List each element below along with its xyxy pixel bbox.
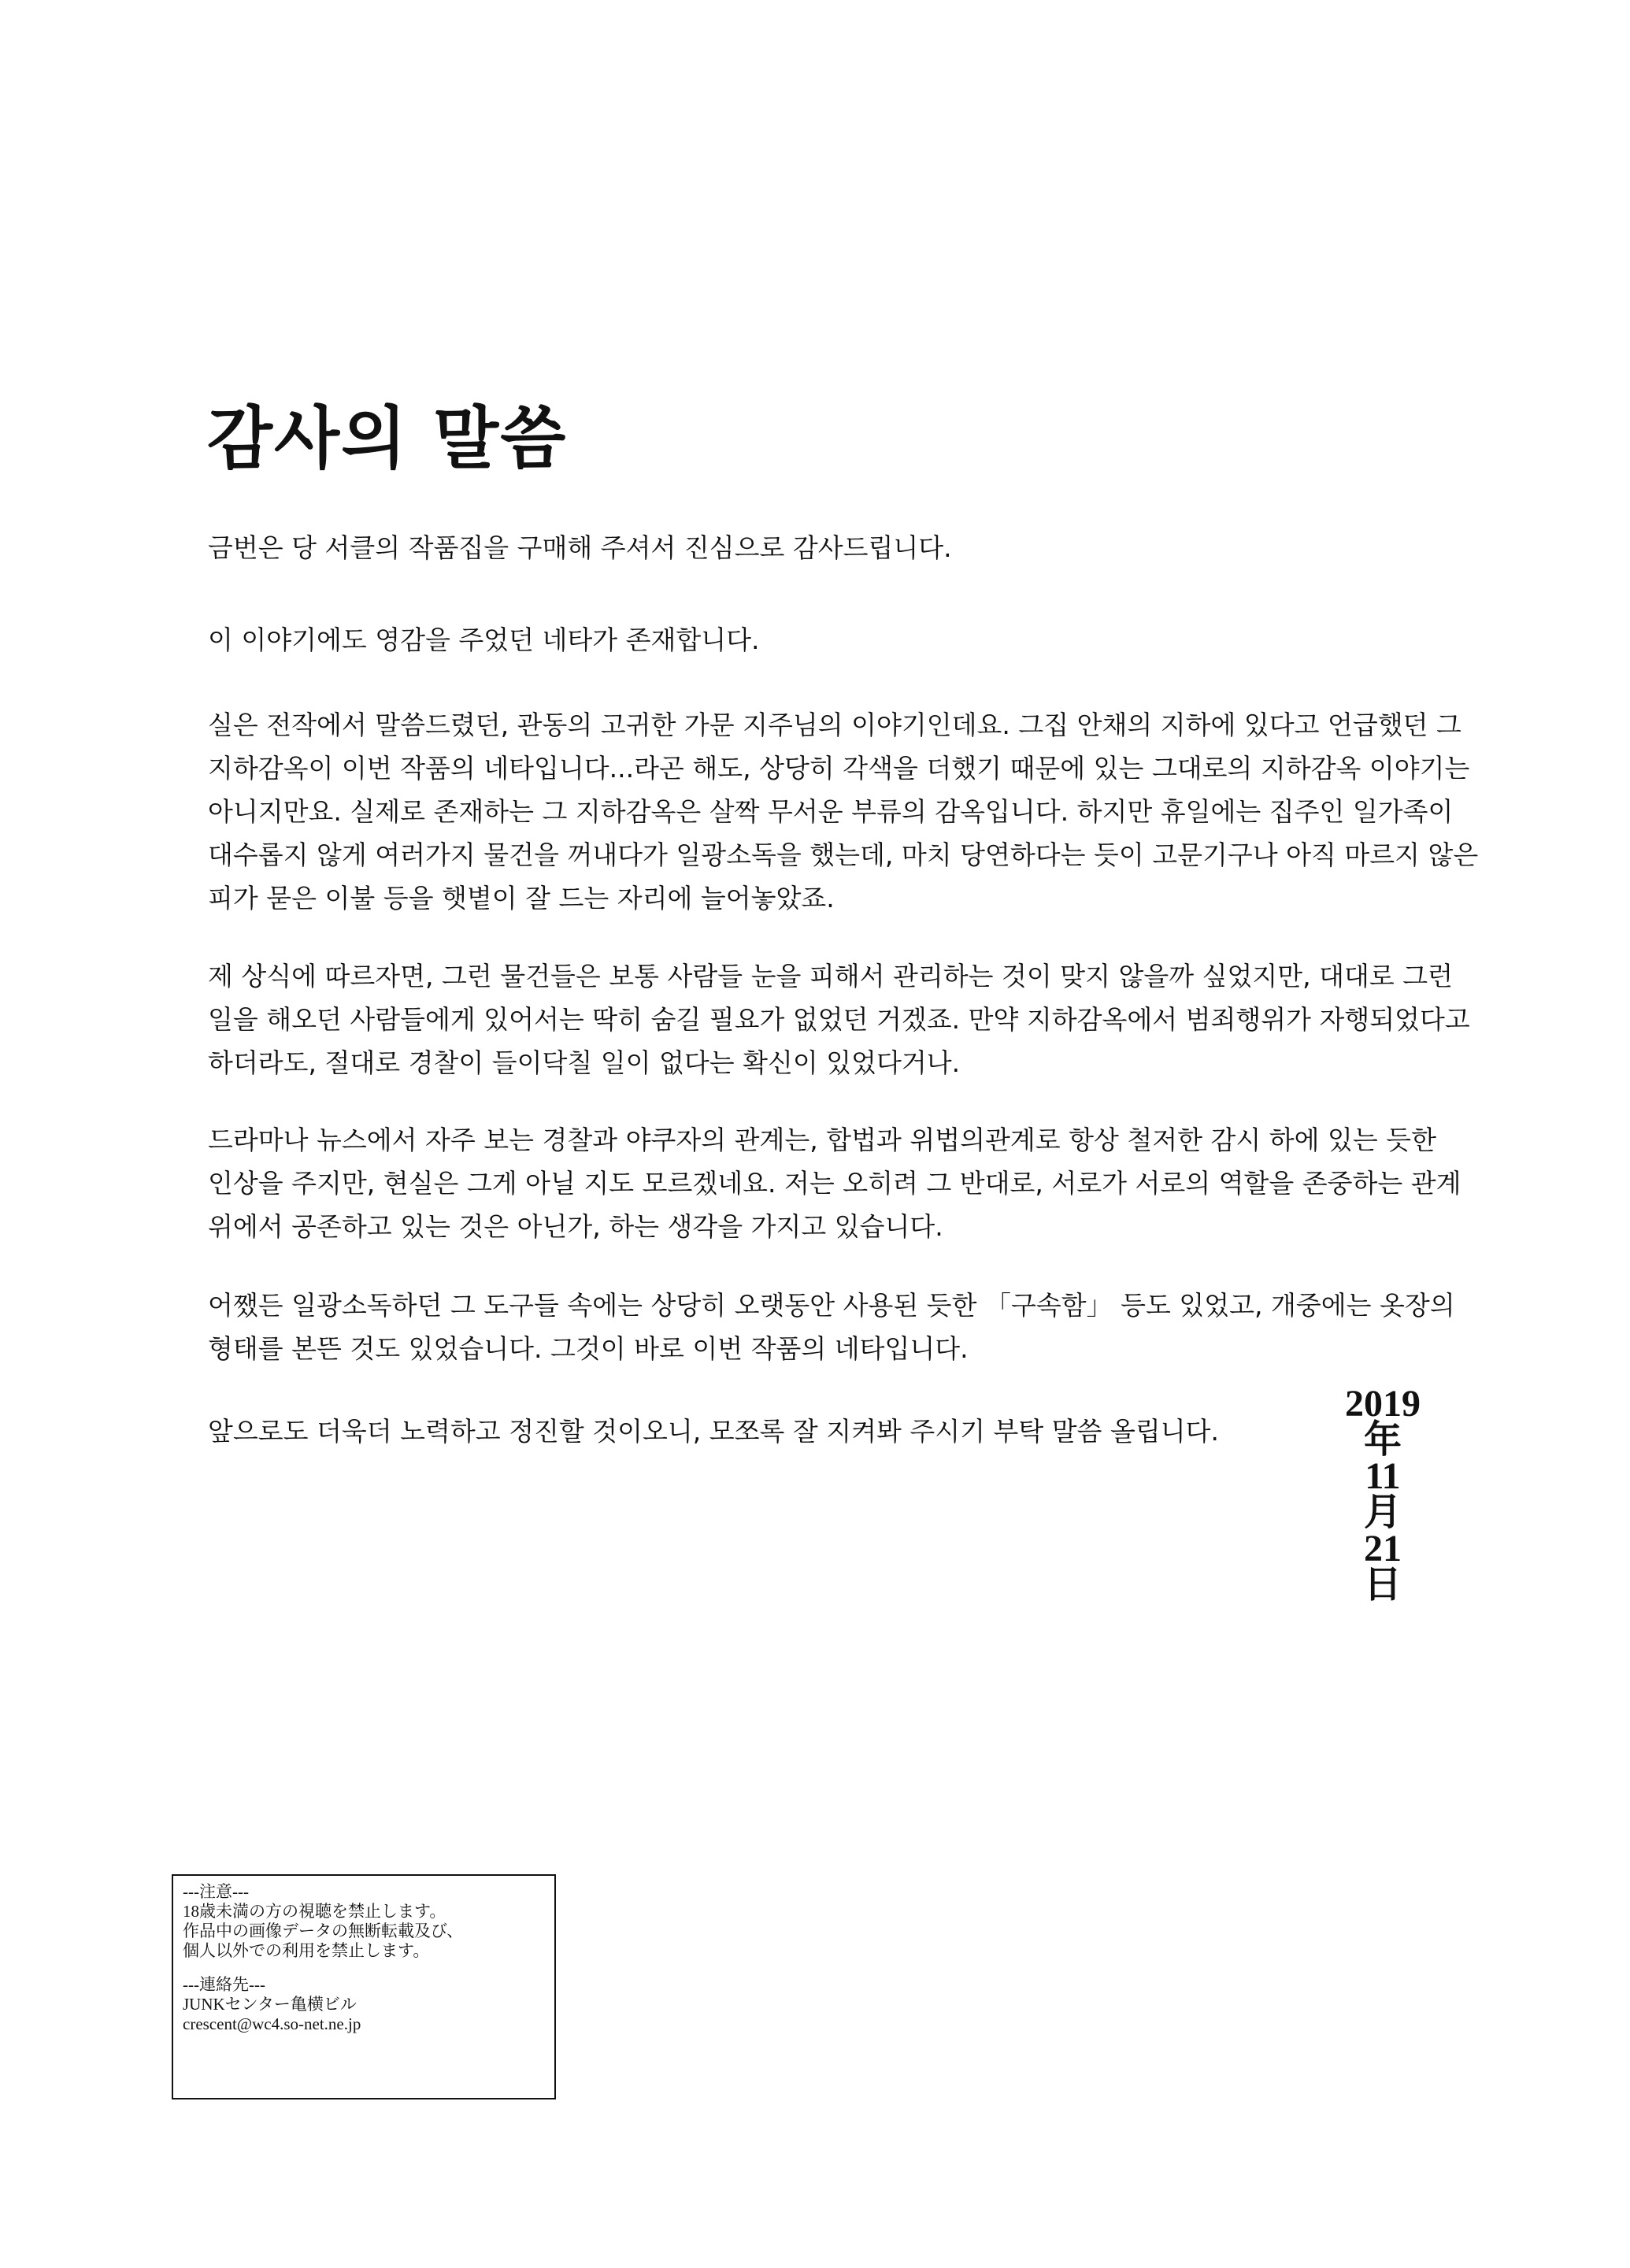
notice-heading: ---注意--- — [183, 1882, 249, 1901]
date-month-char: 月 — [1363, 1492, 1402, 1533]
paragraph-line: 대수롭지 않게 여러가지 물건을 꺼내다가 일광소독을 했는데, 마치 당연하다는 듯이 고문기구나 아직 마르지 않은 — [208, 839, 1479, 870]
date-vertical — [1320, 1383, 1446, 1606]
paragraph-line: 앞으로도 더욱더 노력하고 정진할 것이오니, 모쪼록 잘 지켜봐 주시기 부탁 말씀 올립니다. — [208, 1416, 1219, 1447]
notice-box — [172, 1874, 556, 2099]
notice-line: 個人以外での利用を禁止します。 — [183, 1941, 430, 1960]
contact-name: JUNKセンター亀横ビル — [183, 1995, 357, 2014]
contact-email: crescent@wc4.so-net.ne.jp — [183, 2014, 361, 2033]
paragraph-line: 드라마나 뉴스에서 자주 보는 경찰과 야쿠자의 관계는, 합법과 위법의관계로 항상 철저한 감시 하에 있는 듯한 — [208, 1125, 1436, 1155]
paragraph-inspiration — [208, 618, 1452, 662]
paragraph-restraint-box — [208, 1284, 1455, 1370]
paragraph-line: 피가 묻은 이불 등을 햇볕이 잘 드는 자리에 늘어놓았죠. — [208, 883, 835, 914]
paragraph-closing — [208, 1410, 1452, 1453]
paragraph-police — [208, 1118, 1461, 1248]
page-title: 감사의 말씀 — [207, 399, 568, 478]
date-month: 11 — [1365, 1455, 1401, 1497]
paragraph-line: 인상을 주지만, 현실은 그게 아닐 지도 모르겠네요. 저는 오히려 그 반대로, 서로가 서로의 역할을 존중하는 관계 — [208, 1168, 1461, 1199]
paragraph-line: 지하감옥이 이번 작품의 네타입니다...라곤 해도, 상당히 각색을 더했기 때문에 있는 그대로의 지하감옥 이야기는 — [208, 753, 1470, 784]
paragraph-line: 하더라도, 절대로 경찰이 들이닥칠 일이 없다는 확신이 있었다거나. — [208, 1047, 961, 1078]
paragraph-line: 형태를 본뜬 것도 있었습니다. 그것이 바로 이번 작품의 네타입니다. — [208, 1333, 969, 1364]
paragraph-thanks — [208, 526, 1452, 569]
paragraph-line: 위에서 공존하고 있는 것은 아닌가, 하는 생각을 가지고 있습니다. — [208, 1211, 943, 1242]
paragraph-dungeon — [208, 703, 1479, 920]
notice-line: 作品中の画像データの無断転載及び、 — [183, 1922, 464, 1940]
date-year: 2019 — [1345, 1383, 1421, 1425]
paragraph-line: 제 상식에 따르자면, 그런 물건들은 보통 사람들 눈을 피해서 관리하는 것이 맞지 않을까 싶었지만, 대대로 그런 — [208, 961, 1453, 991]
date-day: 21 — [1364, 1528, 1402, 1569]
paragraph-line: 이 이야기에도 영감을 주었던 네타가 존재합니다. — [208, 624, 760, 655]
date-day-char: 日 — [1363, 1564, 1402, 1606]
paragraph-line: 금번은 당 서클의 작품집을 구매해 주셔서 진심으로 감사드립니다. — [208, 532, 952, 563]
date-year-char: 年 — [1363, 1419, 1402, 1461]
notice-line: 18歳未満の方の視聴を禁止します。 — [183, 1902, 446, 1921]
paragraph-line: 아니지만요. 실제로 존재하는 그 지하감옥은 살짝 무서운 부류의 감옥입니다. 하지만 휴일에는 집주인 일가족이 — [208, 796, 1454, 827]
paragraph-line: 어쨌든 일광소독하던 그 도구들 속에는 상당히 오랫동안 사용된 듯한 「구속함」 등도 있었고, 개중에는 옷장의 — [208, 1290, 1455, 1321]
notice-spacer — [183, 1961, 545, 1975]
contact-heading: ---連絡先--- — [183, 1975, 265, 1994]
paragraph-line: 일을 해오던 사람들에게 있어서는 딱히 숨길 필요가 없었던 거겠죠. 만약 지하감옥에서 범죄행위가 자행되었다고 — [208, 1004, 1470, 1035]
paragraph-common-sense — [208, 954, 1470, 1084]
paragraph-line: 실은 전작에서 말씀드렸던, 관동의 고귀한 가문 지주님의 이야기인데요. 그집 안채의 지하에 있다고 언급했던 그 — [208, 710, 1461, 740]
